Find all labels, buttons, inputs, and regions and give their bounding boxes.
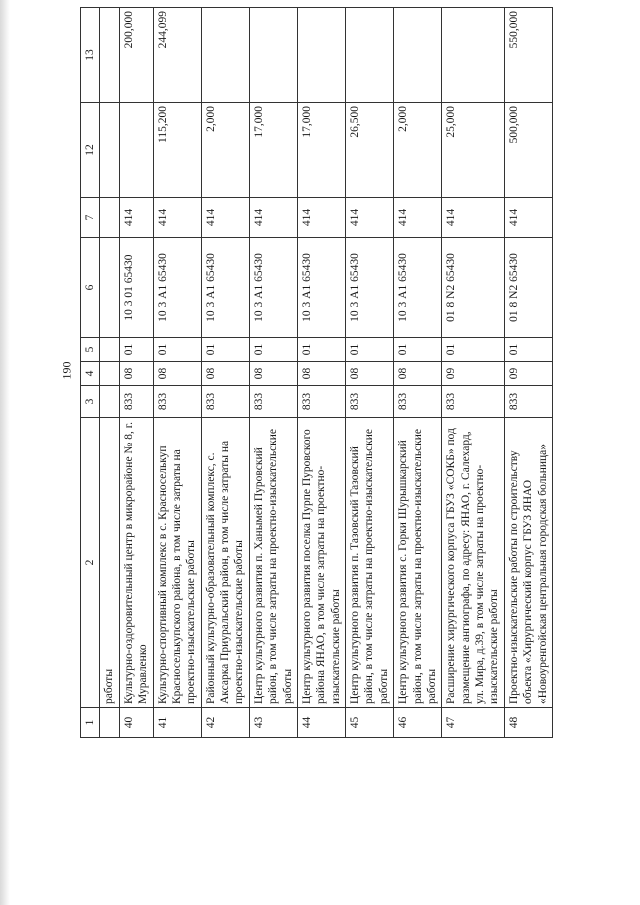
cell-c12: 115,200	[153, 103, 201, 198]
table-row	[442, 8, 505, 738]
cell-c13: 200,000	[119, 8, 153, 103]
cell-c4: 09	[504, 362, 552, 386]
continuation-text: работы	[100, 418, 119, 708]
page-number: 190	[59, 361, 74, 380]
cell-c3: 833	[442, 386, 505, 418]
cell-c13	[394, 8, 442, 103]
cell-c12: 26,500	[346, 103, 394, 198]
cell-c13: 550,000	[504, 8, 552, 103]
column-header: 2	[81, 418, 100, 708]
cell-n: 47	[442, 708, 505, 738]
cell-c3: 833	[297, 386, 345, 418]
column-header: 4	[81, 362, 100, 386]
column-header: 5	[81, 338, 100, 362]
column-header: 3	[81, 386, 100, 418]
cell-c3: 833	[346, 386, 394, 418]
cell-c3: 833	[394, 386, 442, 418]
cell-c6: 10 3 А1 65430	[201, 238, 249, 338]
cell-c6: 10 3 01 65430	[119, 238, 153, 338]
cell-n: 42	[201, 708, 249, 738]
column-header: 7	[81, 198, 100, 238]
cell-c7: 414	[504, 198, 552, 238]
cell-c6: 10 3 А1 65430	[394, 238, 442, 338]
cell-c4: 09	[442, 362, 505, 386]
cell-c4: 08	[153, 362, 201, 386]
cell-c5: 01	[394, 338, 442, 362]
cell-name: Центр культурного развития п. Тазовский Тазовский район, в том числе затраты на проектно-изыскательские работы	[346, 418, 394, 708]
cell-c4: 08	[249, 362, 297, 386]
cell-c13	[442, 8, 505, 103]
table-row	[249, 8, 297, 738]
cell-c7: 414	[394, 198, 442, 238]
table-row	[346, 8, 394, 738]
cell-c6: 10 3 А1 65430	[249, 238, 297, 338]
cell-c7: 414	[201, 198, 249, 238]
column-header: 13	[81, 8, 100, 103]
cell-name: Районный культурно-образовательный комплекс, с. Аксарка Приуральский район, в том числе затраты на проектно-изыскательские работы	[201, 418, 249, 708]
cell-c7: 414	[249, 198, 297, 238]
cell-c7: 414	[442, 198, 505, 238]
scan-edge	[0, 0, 10, 905]
cell-c5: 01	[201, 338, 249, 362]
cell-c12: 500,000	[504, 103, 552, 198]
cell-c5: 01	[119, 338, 153, 362]
cell-c3: 833	[201, 386, 249, 418]
cell-name: Культурно-спортивный комплекс в с. Красноселькуп Красноселькупского района, в том числе затраты на проектно-изыскательские работы	[153, 418, 201, 708]
cell-n: 44	[297, 708, 345, 738]
cell-c13	[297, 8, 345, 103]
cell-name: Расширение хирургического корпуса ГБУЗ «СОКБ» под размещение ангиографа, по адресу: ЯНАО, г. Салехард, ул. Мира, д.39, в том числе затраты на проектно-изыскательские работы	[442, 418, 505, 708]
cell-c6: 01 8 N2 65430	[442, 238, 505, 338]
cell-n: 46	[394, 708, 442, 738]
cell-c4: 08	[119, 362, 153, 386]
cell-n: 45	[346, 708, 394, 738]
cell-c4: 08	[297, 362, 345, 386]
cell-c6: 01 8 N2 65430	[504, 238, 552, 338]
cell-c6: 10 3 А1 65430	[297, 238, 345, 338]
cell-name: Центр культурного развития поселка Пурпе Пуровского района ЯНАО, в том числе затраты на проектно-изыскательские работы	[297, 418, 345, 708]
cell-c5: 01	[249, 338, 297, 362]
continuation-row	[100, 8, 119, 738]
table-row	[153, 8, 201, 738]
cell-c12: 17,000	[297, 103, 345, 198]
cell-c5: 01	[153, 338, 201, 362]
budget-table	[80, 7, 553, 738]
header-row	[81, 8, 100, 738]
cell-c6: 10 3 А1 65430	[346, 238, 394, 338]
table-row	[119, 8, 153, 738]
cell-c3: 833	[249, 386, 297, 418]
column-header: 1	[81, 708, 100, 738]
cell-n: 43	[249, 708, 297, 738]
cell-c12: 25,000	[442, 103, 505, 198]
cell-c13	[249, 8, 297, 103]
table-row	[201, 8, 249, 738]
cell-c7: 414	[297, 198, 345, 238]
cell-c3: 833	[504, 386, 552, 418]
table-row	[394, 8, 442, 738]
cell-c6: 10 3 А1 65430	[153, 238, 201, 338]
cell-c5: 01	[442, 338, 505, 362]
cell-c12	[119, 103, 153, 198]
cell-name: Центр культурного развития с. Горки Шурышкарский район, в том числе затраты на проектно-изыскательские работы	[394, 418, 442, 708]
cell-c3: 833	[119, 386, 153, 418]
cell-c7: 414	[119, 198, 153, 238]
cell-n: 40	[119, 708, 153, 738]
cell-c7: 414	[346, 198, 394, 238]
cell-c7: 414	[153, 198, 201, 238]
cell-c5: 01	[346, 338, 394, 362]
cell-c13: 244,099	[153, 8, 201, 103]
cell-name: Проектно-изыскательские работы по строительству объекта «Хирургический корпус ГБУЗ ЯНАО «Новоуренгойская центральная городская больница»	[504, 418, 552, 708]
column-header: 12	[81, 103, 100, 198]
table-row	[297, 8, 345, 738]
cell-c12: 17,000	[249, 103, 297, 198]
cell-c13	[201, 8, 249, 103]
cell-c5: 01	[297, 338, 345, 362]
cell-n: 48	[504, 708, 552, 738]
cell-c4: 08	[201, 362, 249, 386]
cell-n: 41	[153, 708, 201, 738]
cell-c12: 2,000	[394, 103, 442, 198]
cell-name: Центр культурного развития п. Ханымей Пуровский район, в том числе затраты на проектно-изыскательские работы	[249, 418, 297, 708]
table-row	[504, 8, 552, 738]
cell-c5: 01	[504, 338, 552, 362]
cell-c12: 2,000	[201, 103, 249, 198]
cell-c13	[346, 8, 394, 103]
budget-table-rotated	[80, 8, 550, 738]
column-header: 6	[81, 238, 100, 338]
cell-c4: 08	[394, 362, 442, 386]
cell-name: Культурно-оздоровительный центр в микрорайоне № 8, г. Муравленко	[119, 418, 153, 708]
cell-c4: 08	[346, 362, 394, 386]
cell-c3: 833	[153, 386, 201, 418]
